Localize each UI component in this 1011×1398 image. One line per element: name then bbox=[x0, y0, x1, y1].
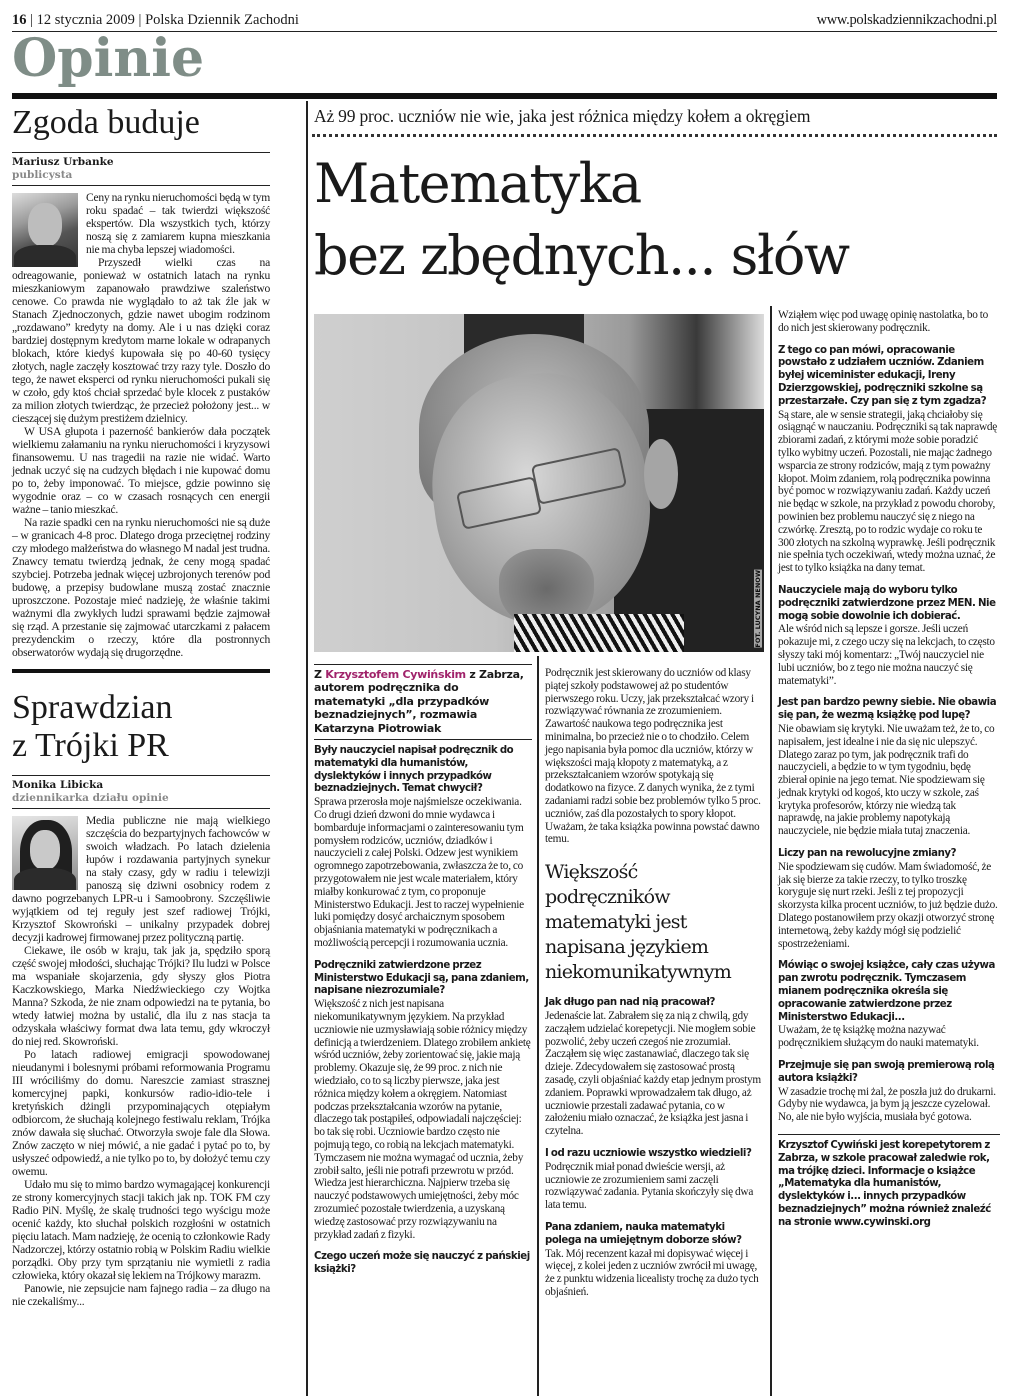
opinion-title-line: z Trójki PR bbox=[12, 727, 169, 764]
interview-column-4 bbox=[778, 309, 1000, 1395]
answer: Większość z nich jest napisana niekomunikatywnym językiem. Na przykład uczniowie nie uzmysławiają sobie różnicy między definicją a twierdzeniem. Dlatego zrobiłem ankietę wśród uczniów, żeby zorientować się, jakie mają problemy. Okazuje się, że 99 proc. z nich nie wiedziało, co to są liczby pierwsze, jaka jest różnica między kołem a okręgiem. Natomiast podczas przekształcania wzorów na pytanie, dlaczego tak postąpiłeś, odpowiadali najczęściej: bo tak się robi. Uczniowie bardzo często nie pojmują tego, co robią na lekcjach matematyki. Tymczasem nie można wymagać od ucznia, żeby zrobił salto, jeśli nie potrafi przewrotu w przód. Wiedza jest hierarchiczna. Najpierw trzeba się nauczyć podstawowych umiejętności, żeby móc zrozumieć pozostałe twierdzenia, a uzyskaną wiedzę zastosować przy rozwiązywaniu na przykład zadań z fizyki. bbox=[314, 998, 531, 1241]
interview-column-3 bbox=[545, 667, 763, 1395]
paragraph: Na razie spadki cen na rynku nieruchomości nie są duże – w granicach 4-8 proc. Dlatego droga przeciętnej rodziny czy młodego małżeństwa do własnego M nadal jest trudna. Znawcy tematu twierdzą jednak, że ceny mogą spadać szybciej. Potrzeba jednak więcej uzbrojonych terenów pod budowę, a przepisy budowlane muszą zostać znacznie uproszczone. Pozostaje mieć nadzieję, że właśnie takimi ważnymi dla zwykłych ludzi sprawami będzie zajmował się rząd. A przestanie się zajmować utarczkami z pałacem prezydenckim o rzeczy, które dla postronnych obserwatorów wydają się drugorzędne. bbox=[12, 516, 270, 659]
answer: Podręcznik miał ponad dwieście wersji, aż uczniowie ze zrozumieniem sami zaczęli rozwiązywać zadania. Pytania skończyły się dwa lata temu. bbox=[545, 1160, 754, 1212]
interviewee-name: Krzysztofem Cywińskim bbox=[325, 668, 466, 681]
question: Liczy pan na rewolucyjne zmiany? bbox=[778, 848, 957, 860]
question: Jak długo pan nad nią pracował? bbox=[545, 997, 716, 1009]
author-bio: Krzysztof Cywiński jest korepetytorem z Zabrza, w szkole pracował zaledwie rok, ma trójkę dzieci. Informacje o książce „Matematyka dla humanistów, dyslektyków i... innych przypadków beznadziejnych” można również znaleźć na stronie www.cywinski.org bbox=[778, 1134, 1000, 1230]
opinion-title: Zgoda buduje bbox=[12, 104, 200, 141]
folio-separator: | bbox=[138, 12, 142, 28]
question: Z tego co pan mówi, opracowanie powstało z udziałem uczniów. Zdaniem byłej wiceminister edukacji, Ireny Dzierzgowskiej, podręczniki szkolne są przestarzałe. Czy pan się z tym zgadza? bbox=[778, 344, 987, 407]
answer: Sprawa przerosła moje najśmielsze oczekiwania. Co drugi dzień dzwoni do mnie wydawca i bombarduje informacjami o zainteresowaniu tym pomysłem rodziców, uczniów, dziadków i nauczycieli z całej Polski. Odzew jest wynikiem ogromnego zapotrzebowania, zwłaszcza że to, co przygotowałem nie jest wcale materiałem, który miałby konkurować z tym, co proponuje Ministerstwo Edukacji. Jest to raczej wypełnienie luki pomiędzy dosyć archaicznym sposobem objaśniania matematyki w podręcznikach a możliwością percepcji i rozumowania ucznia. bbox=[314, 796, 524, 949]
opinion-title-line: Sprawdzian bbox=[12, 689, 173, 726]
column-divider bbox=[306, 101, 308, 1396]
question: Czego uczeń może się nauczyć z pańskiej książki? bbox=[314, 1251, 530, 1276]
byline bbox=[12, 775, 270, 809]
paragraph: Panowie, nie zepsujcie nam fajnego radia – za długo na nie czekaliśmy... bbox=[12, 1282, 270, 1308]
interview-intro bbox=[314, 664, 532, 740]
paragraph: Ceny na rynku nieruchomości będą w tym roku spadać – tak twierdzi większość ekspertów. Dla wszystkich tych, którzy noszą się z zamiarem kupna mieszkania nie ma chyba lepszej wiadomości. bbox=[86, 191, 270, 256]
author-portrait-female-icon bbox=[12, 816, 78, 890]
question: Mówiąc o swojej książce, cały czas używa pan zwrotu podręcznik. Tymczasem mianem podręcznika określa się opracowanie zatwierdzone przez Ministerstwo Edukacji... bbox=[778, 960, 995, 1023]
pull-quote: Większość podręczników matematyki jest napisana językiem niekomunikatywnym bbox=[545, 861, 731, 984]
answer: Nie spodziewam się cudów. Mam świadomość, że jak się bierze za takie rzeczy, to tylko troszkę koryguje się nurt rzeki. Jeśli z tej propozycji skorzysta kilka procent uczniów, to już będzie dużo. Dlatego postanowiłem przy okazji otworzyć stronę internetową, żeby każdy mógł się podzielić spostrzeżeniami. bbox=[778, 860, 998, 950]
headline-line: Matematyka bbox=[314, 152, 641, 215]
question: Podręczniki zatwierdzone przez Ministerstwo Edukacji są, pana zdaniem, napisane niezrozumiale? bbox=[314, 959, 529, 997]
question: I od razu uczniowie wszystko wiedzieli? bbox=[545, 1147, 752, 1159]
question: Były nauczyciel napisał podręcznik do matematyki dla humanistów, dyslektyków i innych przypadków beznadziejnych. Temat chwycił? bbox=[314, 745, 514, 795]
article-divider bbox=[12, 669, 270, 673]
author-role: dziennikarka działu opinie bbox=[12, 792, 169, 804]
column-divider bbox=[770, 306, 772, 1396]
opinion-title bbox=[12, 689, 270, 765]
page-number: 16 bbox=[12, 12, 27, 28]
opinion-article-2 bbox=[12, 689, 270, 1308]
answer: Nie obawiam się krytyki. Nie uważam też, że to, co napisałem, jest idealne i nie da się nic ulepszyć. Dlatego zaraz po tym, jak podręcznik trafi do nauczycieli, a będzie to w tym tygodniu, będę zbierał opinie na jego temat. Nie spodziewam się jednak krytyki od kogoś, kto uczy w szkole, zaś krytyka profesorów, którzy nie wiedzą tak naprawdę, na jakie problemy napotykają nauczyciele, nie będzie miała tutaj znaczenia. bbox=[778, 722, 995, 838]
author-portrait-male-icon bbox=[12, 193, 78, 267]
byline bbox=[12, 152, 270, 186]
dotted-divider bbox=[312, 134, 997, 137]
website-link[interactable]: www.polskadziennikzachodni.pl bbox=[816, 12, 997, 28]
answer: Jedenaście lat. Zabrałem się za nią z chwilą, gdy zacząłem udzielać korepetycji. Nie mogłem sobie pozwolić, żeby uczeń czegoś nie zrozumiał. Zacząłem się więc zastanawiać, dlaczego tak się dzieje. Zdecydowałem się zastosować prostą zasadę, czyli objaśniać każdy etap jednym prostym zdaniem. Poprawki wprowadzałem tak długo, aż uczniowie przestali zadawać pytania, co w założeniu miało oznaczać, że książka jest jasna i czytelna. bbox=[545, 1009, 761, 1138]
opinion-body bbox=[12, 191, 270, 659]
answer-continued: Podręcznik jest skierowany do uczniów od klasy piątej szkoły podstawowej aż po studentów pierwszego roku. Uczy, jak przekształcać wzory i rozwiązywać równania ze zrozumieniem. Zawartość naukowa tego podręcznika jest minimalna, bo przecież nie o to chodziło. Celem jego napisania była pomoc dla uczniów, którzy w większości mają kłopoty z matematyką, a z przekształcaniem wzorów spotykają się dodatkowo na fizyce. Z danych wynika, że z tymi zadaniami radzi sobie bez problemów tylko 5 proc. uczniów, zaś dla pozostałych to spory kłopot. Uważam, że taka książka powinna powstać dawno temu. bbox=[545, 667, 761, 846]
issue-date: 12 stycznia 2009 bbox=[36, 12, 135, 28]
author-name: Monika Libicka bbox=[12, 779, 104, 791]
opinion-column bbox=[12, 104, 270, 1394]
intro-text: z Zabrza, autorem podręcznika do matematyki „dla przypadków beznadziejnych”, rozmawia Katarzyna Piotrowiak bbox=[314, 668, 524, 735]
section-title: Opinie bbox=[12, 28, 205, 89]
question: Przejmuje się pan swoją premierową rolą autora książki? bbox=[778, 1060, 995, 1084]
paragraph: Przyszedł wielki czas na odreagowanie, ponieważ w ostatnich latach na rynku mieszkaniowym zapanowało prawdziwe szaleństwo cenowe. Co prawda nie wyglądało to aż tak źle jak w Stanach Zjednoczonych, gdzie nawet ubogim rodzinom „rozdawano” kredyty na domy. Ale i u nas dzięki coraz bardziej dostępnym kredytom marne lokale w odrapanych blokach, które kiedyś kupowała się po 40-60 tysięcy złotych, nagle zaczęły kosztować trzy razy tyle. Doszło do tego, że nawet eksperci od rynku nieruchomości pukali się w czoło, gdy ktoś chciał sprzedać byle klocek z pustaków za milion złotych twierdząc, że przecież położony jest... w cieszącej się dużym prestiżem dzielnicy. bbox=[12, 256, 270, 425]
answer-continued: Wziąłem więc pod uwagę opinię nastolatka, bo to do nich jest skierowany podręcznik. bbox=[778, 309, 988, 334]
paragraph: Udało mu się to mimo bardzo wymagającej konkurencji ze strony komercyjnych stacji takich jak np. TOK FM czy Radio PiN. Myślę, że skalę trudności tego wyścigu może ocenić każdy, kto słuchał polskich rozgłośni w ostatnich pięciu latach. Mam nadzieję, że ocenią to członkowie Rady Nadzorczej, którzy ostatnio robią w Polskim Radiu wielkie porządki. Oby przy tym sprzątaniu nie wymietli z radia człowieka, który okazał się lekiem na Trójkowy marazm. bbox=[12, 1178, 270, 1282]
publication-name: Polska Dziennik Zachodni bbox=[145, 12, 299, 28]
paragraph: Po latach radiowej emigracji spowodowanej nieudanymi i bolesnymi próbami reformowania Programu III wróciliśmy do domu. Nareszcie zamiast strasznej komercyjnej papki, konkursów radio-idio-tele i kretyńskich dżingli przypominających otępiałym odbiorcom, że słuchają kolejnego festiwalu reklam, Trójka znów dawała się słuchać. Otworzyła swoje fale dla Słowa. Znów zaczęto w niej mówić, a nie gadać i pytać po to, by usłyszeć odpowiedź, a nie tylko po to, by dołożyć temu czy owemu. bbox=[12, 1048, 270, 1178]
photo-credit: FOT. LUCYNA NENOW bbox=[754, 570, 762, 648]
folio bbox=[12, 12, 299, 29]
opinion-body bbox=[12, 814, 270, 1308]
article-headline bbox=[314, 148, 997, 298]
interviewee-photo-icon bbox=[314, 314, 764, 652]
answer: Ale wśród nich są lepsze i gorsze. Jeśli uczeń pokazuje mi, z czego uczy się na lekcjach, to często słyszy taki mój komentarz: „Twój nauczyciel nie lubi uczniów, bo z tego nie można nauczyć się matematyki”. bbox=[778, 623, 995, 687]
article-kicker: Aż 99 proc. uczniów nie wie, jaka jest różnica między kołem a okręgiem bbox=[314, 106, 811, 126]
question: Nauczyciele mają do wyboru tylko podręczniki zatwierdzone przez MEN. Nie mogą sobie dowolnie ich dobierać. bbox=[778, 584, 996, 622]
column-divider bbox=[537, 656, 539, 1396]
author-name: Mariusz Urbanke bbox=[12, 156, 114, 168]
opinion-article-1 bbox=[12, 104, 270, 673]
folio-separator: | bbox=[30, 12, 34, 28]
headline-line: bez zbędnych... słów bbox=[314, 224, 849, 287]
answer: Są stare, ale w sensie strategii, jaką chciałoby się osiągnąć w nauczaniu. Podręczniki są tak naprawdę zbiorami zadań, z którymi może sobie poradzić tylko wybitny uczeń. Pozostali, nie mając żadnego wsparcia ze strony rodziców, mają z tym poważny kłopot. Moim zdaniem, rolą podręcznika powinna być pomoc w rozwiązywaniu zadań. Każdy uczeń nie będąc w szkole, na przykład z powodu choroby, powinien bez problemu nauczyć się z niego na czwórkę. Zresztą, po to rodzic wydaje co roku te 300 złotych na szkolną wyprawkę. Jeśli podręcznik nie spełnia tych oczekiwań, wtedy można uznać, że jest to tylko książka na dany temat. bbox=[778, 408, 998, 575]
paragraph: Media publiczne nie mają wielkiego szczęścia do bezpartyjnych fachowców w swoich władzach. Po latach dzielenia łupów i rozdawania partyjnych synekur na stały czasy, gdy w radiu i telewizji panoszą się dziwni osobnicy rodem z dawno pogrzebanych LPR-u i Samoobrony. Szczęśliwie wyjątkiem od tej reguły jest szef radiowej Trójki, Krzysztof Skowroński – unikalny przypadek dobrej decyzji kadrowej firmowanej przez polityczną partię. bbox=[12, 814, 270, 944]
intro-prefix: Z bbox=[314, 668, 326, 681]
question: Jest pan bardzo pewny siebie. Nie obawia się pan, że wezmą książkę pod lupę? bbox=[778, 697, 997, 722]
question: Pana zdaniem, nauka matematyki polega na umiejętnym doborze słów? bbox=[545, 1221, 742, 1246]
author-role: publicysta bbox=[12, 169, 73, 181]
answer: Tak. Mój recenzent kazał mi dopisywać więcej i więcej, z kolei jeden z uczniów zwrócił mi uwagę, że z punktu widzenia licealisty trochę za dużo tych objaśnień. bbox=[545, 1247, 759, 1298]
paragraph: W USA głupota i pazerność bankierów dała początek wielkiemu załamaniu na rynku nieruchomości i kryzysowi finansowemu. U nas tragedii na razie nie widać. Warto jednak uczyć się na cudzych błędach i nie kupować domu po to, żeby imponować. To miejsce, gdzie powinno się wygodnie oraz – co w czasach rosnących cen energii ważne – tanio mieszkać. bbox=[12, 425, 270, 516]
answer: W zasadzie trochę mi żal, że poszła już do drukarni. Gdyby nie wydawca, ja bym ją jeszcze cyzelował. No, ale nie było wyjścia, musiała być gotowa. bbox=[778, 1085, 996, 1124]
section-rule bbox=[12, 93, 997, 99]
answer: Uważam, że tę książkę można nazywać podręcznikiem służącym do nauki matematyki. bbox=[778, 1024, 979, 1050]
paragraph: Ciekawe, ile osób w kraju, tak jak ja, spędziło sporą część swojej młodości, słuchając Trójki? Ilu ludzi w Polsce ma wspaniałe skojarzenia, gdy słyszy głos Piotra Kaczkowskiego, Marka Niedźwieckiego czy Wojtka Manna? Szkoda, że nie znam odpowiedzi na te pytania, bo wtedy łatwiej można by ustalić, dla ilu z nas stacja ta odzyskała właściwy format dwa lata temu, gdy wkroczył do niej red. Skowroński. bbox=[12, 944, 270, 1048]
interview-column-2 bbox=[314, 664, 532, 1394]
interview-qa bbox=[314, 745, 532, 1277]
